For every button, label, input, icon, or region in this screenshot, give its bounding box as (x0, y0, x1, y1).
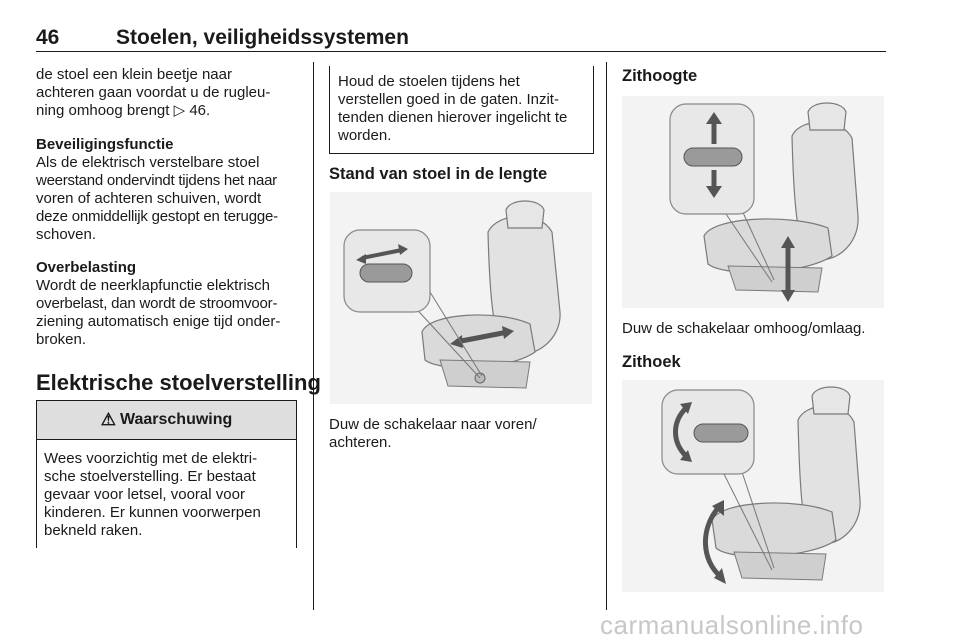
warning-text: Wees voorzichtig met de elektri- sche stoelverstelling. Er bestaat gevaar voor letsel, vooral voor kinderen. Er kunnen voorwerpen bekneld raken. (44, 450, 261, 539)
seat-tilt-figure (622, 380, 884, 592)
intro-paragraph: de stoel een klein beetje naar achteren gaan voordat u de rugleu- ning omhoog brengt ▷ 46. (36, 66, 271, 119)
lengte-caption: Duw de schakelaar naar voren/ achteren. (329, 416, 537, 451)
page-reference-arrow-icon: ▷ (173, 102, 186, 119)
column-divider-left (313, 62, 314, 610)
zithoogte-heading: Zithoogte (622, 67, 698, 85)
note-text: Houd de stoelen tijdens het verstellen goed in de gaten. Inzit- tenden dienen hierover ingelicht te worden. (338, 73, 568, 144)
page-number: 46 (36, 26, 60, 49)
column-divider-right (606, 62, 607, 610)
overbelasting-section: Overbelasting Wordt de neerklapfunctie elektrisch overbelast, dan wordt de stroomvoor- ziening automatisch enige tijd onder- broken. (36, 259, 304, 349)
main-heading: Elektrische stoelverstelling (36, 370, 321, 395)
seat-lengthwise-figure (330, 192, 592, 404)
beveiligingsfunctie-section: Beveiligingsfunctie Als de elektrisch verstelbare stoel weerstand ondervindt tijdens het naar voren of achteren schuiven, wordt deze onmiddellijk gestopt en terugge- schoven. (36, 136, 304, 244)
beveiligingsfunctie-heading: Beveiligingsfunctie (36, 136, 174, 153)
page-header (36, 24, 886, 52)
warning-header (37, 400, 296, 440)
seat-height-illustration (622, 96, 884, 308)
page-reference[interactable]: 46. (189, 102, 211, 119)
seat-illustration (330, 192, 592, 404)
overbelasting-heading: Overbelasting (36, 259, 137, 276)
watermark: carmanualsonline.info (600, 610, 864, 640)
warning-box (36, 400, 297, 548)
note-box (329, 66, 594, 154)
section-title: Stoelen, veiligheidssystemen (116, 26, 409, 49)
warning-title: Waarschuwing (119, 411, 233, 428)
seat-tilt-illustration (622, 380, 884, 592)
warning-triangle-icon: ⚠ (100, 410, 116, 429)
zithoek-heading: Zithoek (622, 353, 681, 371)
seat-height-figure (622, 96, 884, 308)
lengte-heading: Stand van stoel in de lengte (329, 165, 548, 183)
zithoogte-caption: Duw de schakelaar omhoog/omlaag. (622, 320, 866, 337)
